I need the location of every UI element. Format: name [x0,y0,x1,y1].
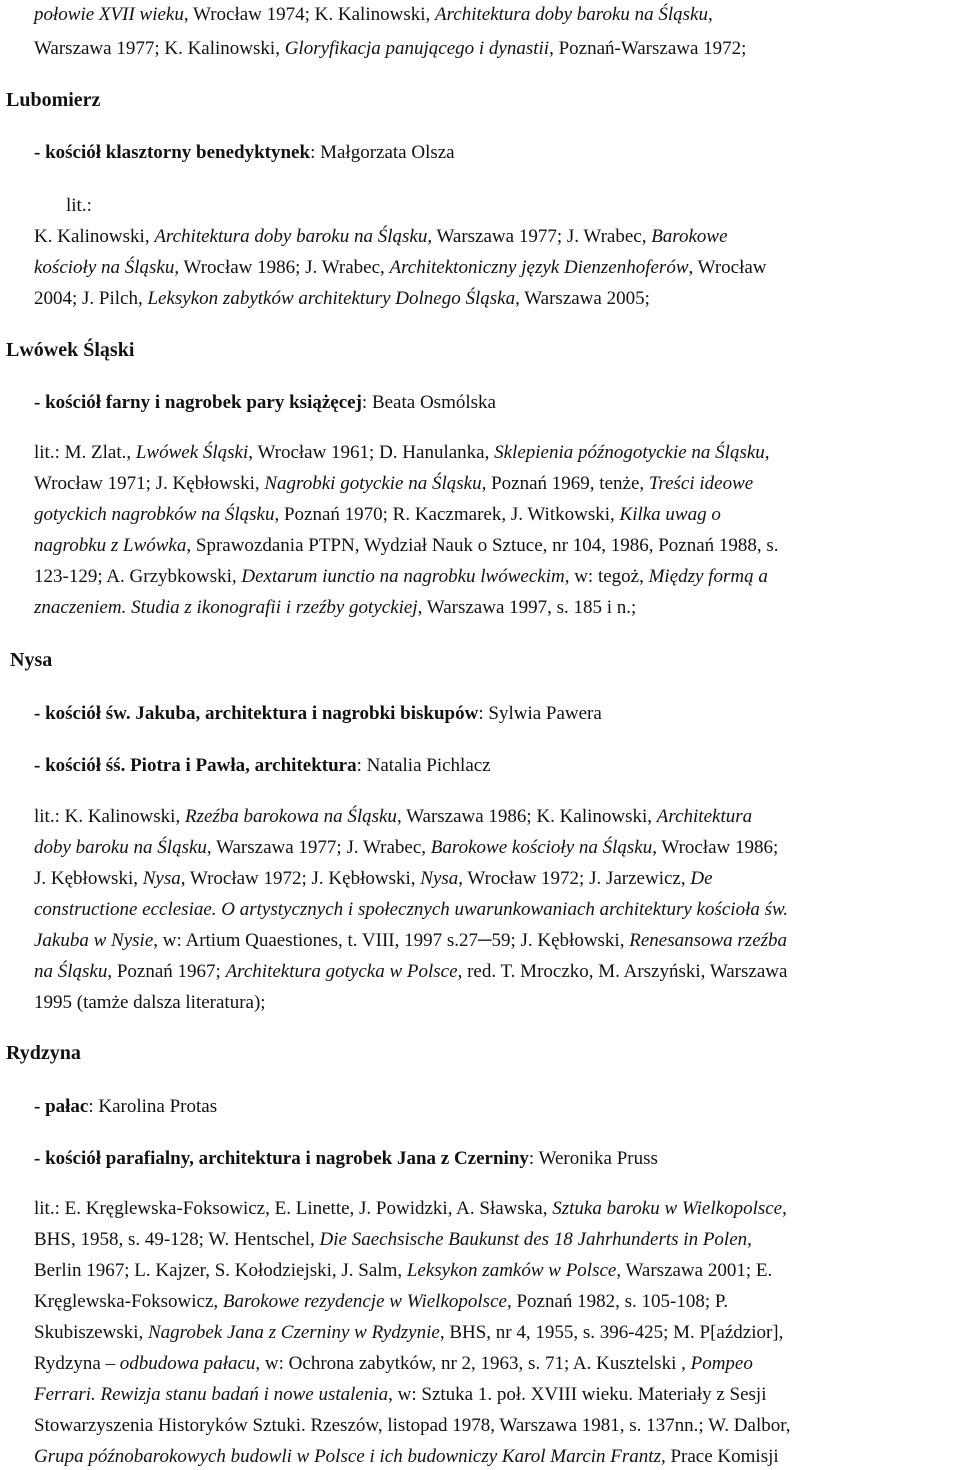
text-line: 123-129; A. Grzybkowski, Dextarum iunctio na nagrobku lwóweckim, w: tegoż, Między formą a [34,566,768,587]
assignment-line: - kościół farny i nagrobek pary książęcej: Beata Osmólska [34,392,496,413]
text-line: Rydzyna – odbudowa pałacu, w: Ochrona zabytków, nr 2, 1963, s. 71; A. Kusztelski , Pompeo [34,1353,753,1374]
text-line: gotyckich nagrobków na Śląsku, Poznań 1970; R. Kaczmarek, J. Witkowski, Kilka uwag o [34,504,721,525]
text-line: Berlin 1967; L. Kajzer, S. Kołodziejski, J. Salm, Leksykon zamków w Polsce, Warszawa 2001; E. [34,1260,773,1281]
text-line: nagrobku z Lwówka, Sprawozdania PTPN, Wydział Nauk o Sztuce, nr 104, 1986, Poznań 1988, s. [34,535,779,556]
text-line: BHS, 1958, s. 49-128; W. Hentschel, Die Saechsische Baukunst des 18 Jahrhunderts in Polen, [34,1229,752,1250]
text-line: Warszawa 1977; K. Kalinowski, Gloryfikacja panującego i dynastii, Poznań-Warszawa 1972; [34,38,747,59]
text-line: doby baroku na Śląsku, Warszawa 1977; J. Wrabec, Barokowe kościoły na Śląsku, Wrocław 1986; [34,837,779,858]
text-line: Wrocław 1971; J. Kębłowski, Nagrobki gotyckie na Śląsku, Poznań 1969, tenże, Treści ideowe [34,473,754,494]
text-line: Jakuba w Nysie, w: Artium Quaestiones, t. VIII, 1997 s.27─59; J. Kębłowski, Renesansowa rzeźba [34,930,788,951]
text-line: J. Kębłowski, Nysa, Wrocław 1972; J. Kębłowski, Nysa, Wrocław 1972; J. Jarzewicz, De [34,868,713,889]
assignment-line: - kościół parafialny, architektura i nagrobek Jana z Czerniny: Weronika Pruss [34,1148,658,1169]
assignment-line: - kościół klasztorny benedyktynek: Małgorzata Olsza [34,142,455,163]
text-line: Grupa późnobarokowych budowli w Polsce i ich budowniczy Karol Marcin Frantz, Prace Komisji [34,1446,779,1467]
text-line: K. Kalinowski, Architektura doby baroku na Śląsku, Warszawa 1977; J. Wrabec, Barokowe [34,226,728,247]
text-line: Skubiszewski, Nagrobek Jana z Czerniny w Rydzynie, BHS, nr 4, 1955, s. 396-425; M. P[aździor], [34,1322,784,1343]
section-heading-lwowek: Lwówek Śląski [6,339,135,361]
text-line: Ferrari. Rewizja stanu badań i nowe ustalenia, w: Sztuka 1. poł. XVIII wieku. Materiały z Sesji [34,1384,767,1405]
assignment-line: - kościół św. Jakuba, architektura i nagrobki biskupów: Sylwia Pawera [34,703,602,724]
text-line: kościoły na Śląsku, Wrocław 1986; J. Wrabec, Architektoniczny język Dienzenhoferów, Wrocław [34,257,767,278]
text-line: 2004; J. Pilch, Leksykon zabytków architektury Dolnego Śląska, Warszawa 2005; [34,288,650,309]
text-line: na Śląsku, Poznań 1967; Architektura gotycka w Polsce, red. T. Mroczko, M. Arszyński, Warszawa [34,961,788,982]
text-line: lit.: M. Zlat., Lwówek Śląski, Wrocław 1961; D. Hanulanka, Sklepienia późnogotyckie na Śląsku, [34,442,770,463]
text-line: constructione ecclesiae. O artystycznych i społecznych uwarunkowaniach architektury kościoła św. [34,899,789,920]
lit-label: lit.: [66,195,92,216]
assignment-line: - pałac: Karolina Protas [34,1096,218,1117]
text-line: Stowarzyszenia Historyków Sztuki. Rzeszów, listopad 1978, Warszawa 1981, s. 137nn.; W. Dalbor, [34,1415,791,1436]
section-heading-rydzyna: Rydzyna [6,1042,81,1064]
text-line: lit.: K. Kalinowski, Rzeźba barokowa na Śląsku, Warszawa 1986; K. Kalinowski, Architektura [34,806,753,827]
assignment-line: - kościół śś. Piotra i Pawła, architektura: Natalia Pichlacz [34,755,491,776]
text-line: Kręglewska-Foksowicz, Barokowe rezydencje w Wielkopolsce, Poznań 1982, s. 105-108; P. [34,1291,729,1312]
text-line: lit.: E. Kręglewska-Foksowicz, E. Linette, J. Powidzki, A. Sławska, Sztuka baroku w Wielkopolsce, [34,1198,787,1219]
section-heading-nysa: Nysa [10,649,53,671]
text-line: znaczeniem. Studia z ikonografii i rzeźby gotyckiej, Warszawa 1997, s. 185 i n.; [34,597,637,618]
text-line: 1995 (tamże dalsza literatura); [34,992,266,1013]
text-line: połowie XVII wieku, Wrocław 1974; K. Kalinowski, Architektura doby baroku na Śląsku, [34,4,713,25]
section-heading-lubomierz: Lubomierz [6,89,101,111]
